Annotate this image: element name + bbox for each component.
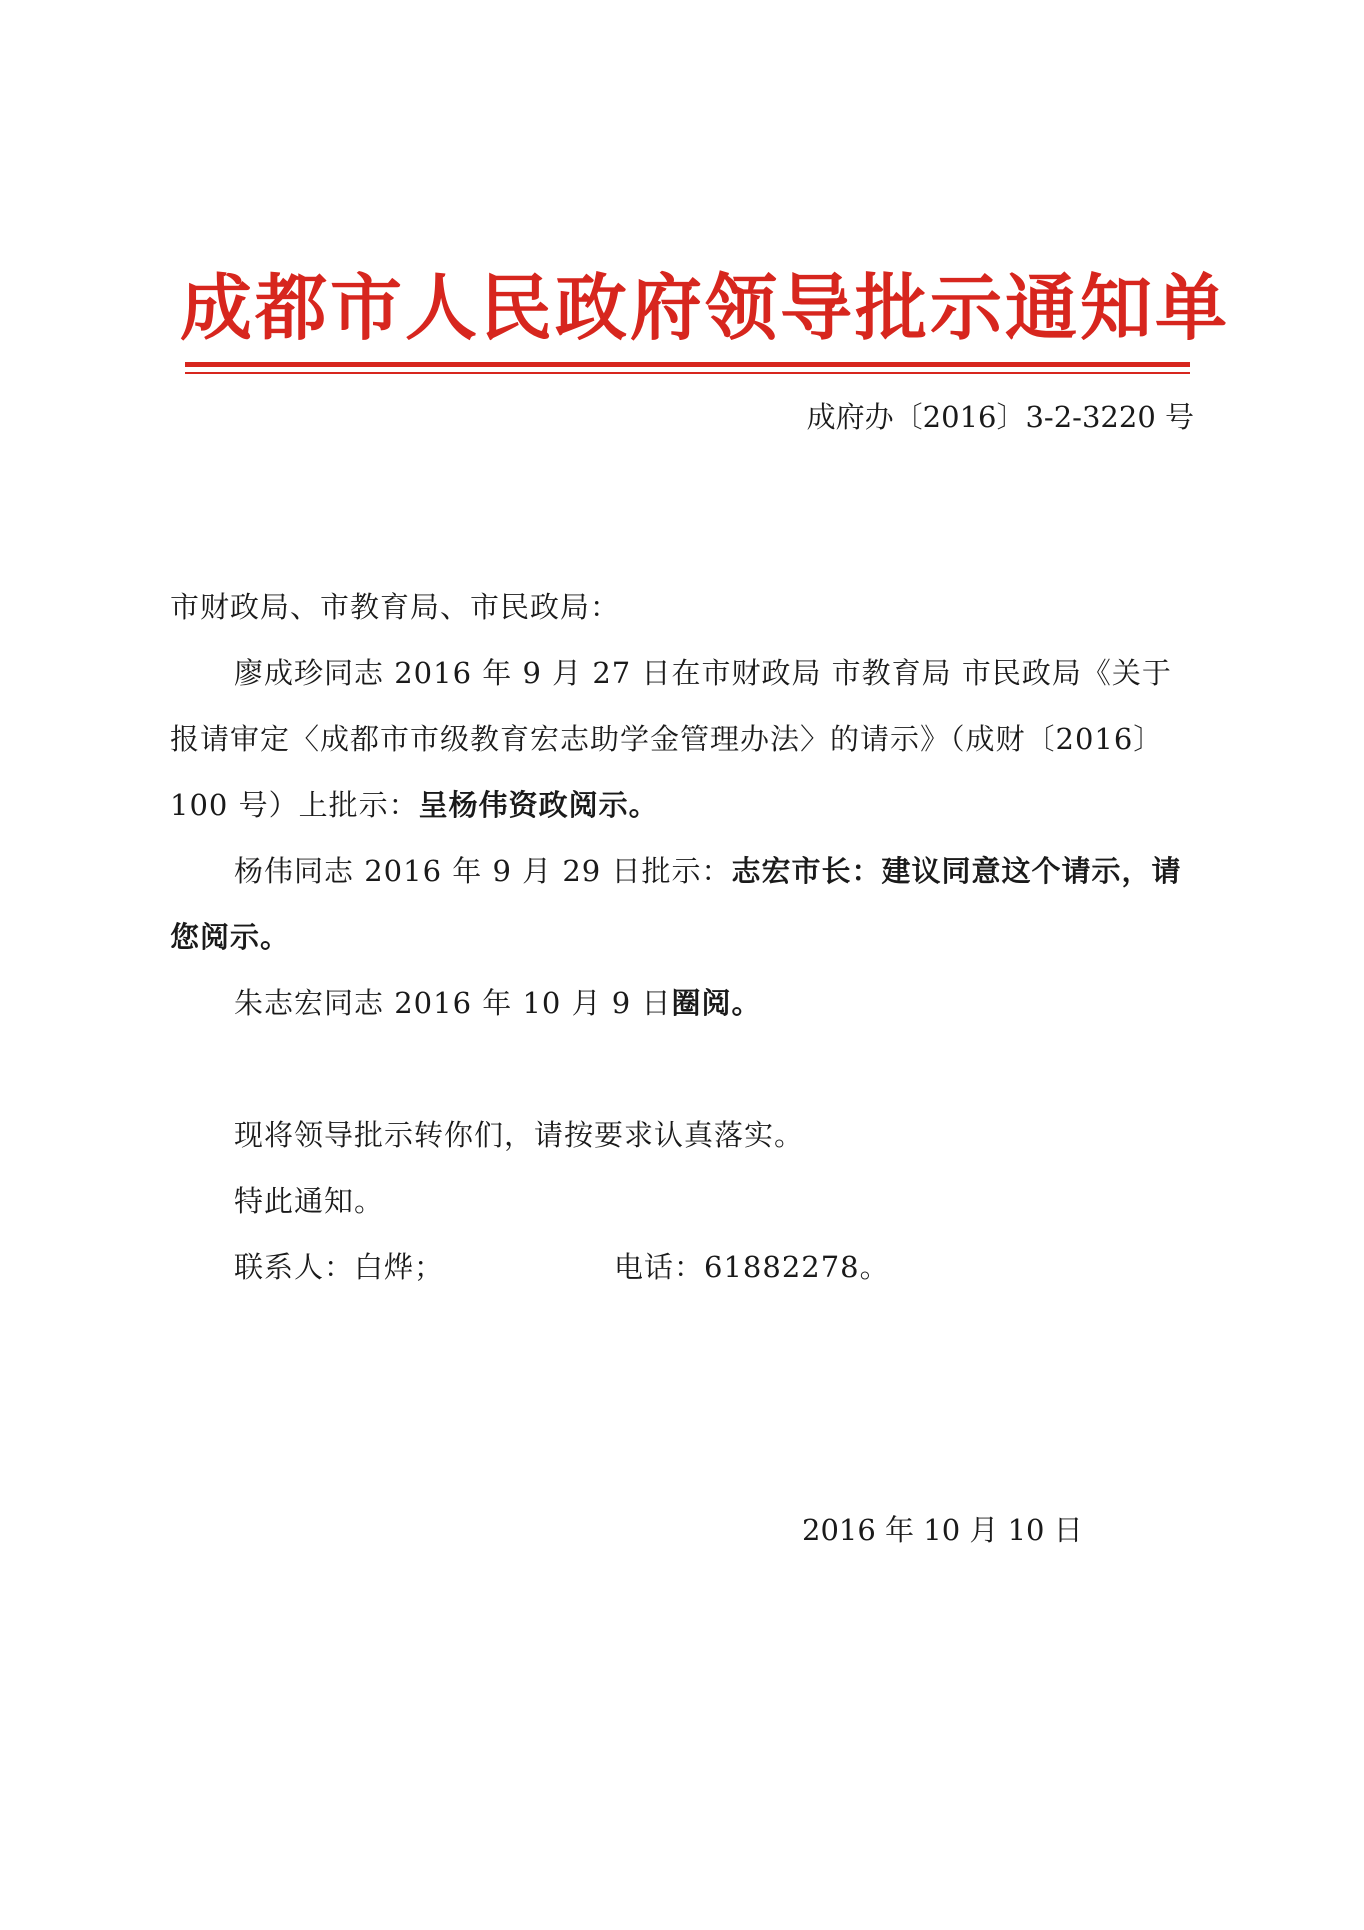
paragraph-3-text: 朱志宏同志 2016 年 10 月 9 日 [234, 986, 672, 1020]
paragraph-1-line-1: 廖成珍同志 2016 年 9 月 27 日在市财政局 市教育局 市民政局《关于 [234, 656, 1172, 690]
paragraph-4: 现将领导批示转你们，请按要求认真落实。 [234, 1118, 805, 1152]
paragraph-1-line-3 [170, 783, 659, 824]
paragraph-1-line-3-text: 100 号）上批示： [170, 788, 419, 822]
document-number: 成府办〔2016〕3-2-3220 号 [806, 400, 1194, 434]
paragraph-3 [234, 981, 761, 1022]
paragraph-2-line-1 [234, 849, 1181, 890]
paragraph-2-line-1-text: 杨伟同志 2016 年 9 月 29 日批示： [234, 854, 732, 888]
paragraph-1-line-2: 报请审定〈成都市市级教育宏志助学金管理办法〉的请示》（成财〔2016〕 [170, 722, 1164, 756]
paragraph-2-line-2: 您阅示。 [170, 920, 291, 954]
document-title: 成都市人民政府领导批示通知单 [180, 265, 1231, 350]
header-rule-thick [185, 362, 1190, 367]
contact-name: 联系人：白烨； [234, 1250, 445, 1284]
addressee: 市财政局、市教育局、市民政局： [170, 590, 621, 624]
contact-line [234, 1245, 890, 1286]
contact-phone: 电话：61882278。 [614, 1250, 890, 1284]
header-rule-thin [185, 372, 1190, 374]
instruction-text: 圈阅。 [671, 986, 762, 1020]
instruction-text: 呈杨伟资政阅示。 [418, 788, 659, 822]
instruction-text: 志宏市长：建议同意这个请示，请 [731, 854, 1182, 888]
paragraph-5: 特此通知。 [234, 1184, 385, 1218]
issue-date: 2016 年 10 月 10 日 [802, 1513, 1083, 1547]
